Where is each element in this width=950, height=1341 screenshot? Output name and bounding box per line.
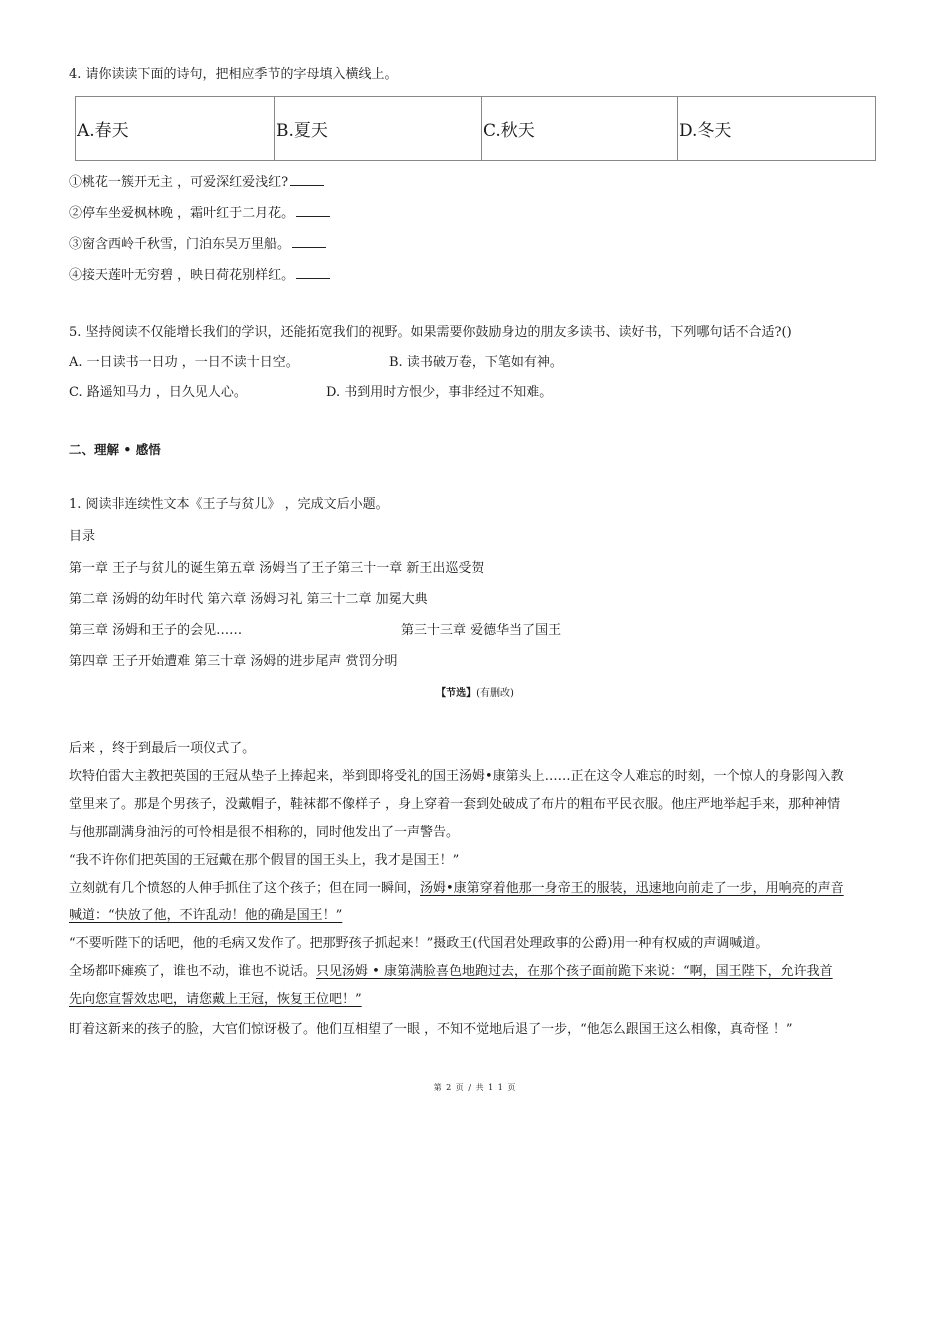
passage-p3: “我不许你们把英国的王冠戴在那个假冒的国王头上，我才是国王！” (69, 853, 460, 868)
section-title: 二、理解 • 感悟 (69, 442, 161, 457)
poem-line-2 (69, 204, 330, 223)
poem-line-1 (69, 173, 324, 192)
season-options-table (75, 96, 876, 161)
poem-line-4 (69, 266, 330, 285)
q4-prompt: 4. 请你读读下面的诗句，把相应季节的字母填入横线上。 (69, 67, 398, 82)
q5-option-d: D. 书到用时方恨少，事非经过不知难。 (326, 385, 553, 400)
poem-line-2-text: ②停车坐爱枫林晚 ，霜叶红于二月花。 (69, 206, 295, 221)
option-c: C.秋天 (482, 97, 678, 161)
q5-option-a: A. 一日读书一日功 ，一日不读十日空。 (69, 355, 299, 370)
toc-row-4: 第四章 王子开始遭难 第三十章 汤姆的进步尾声 赏罚分明 (69, 654, 398, 669)
page-footer: 第 2 页 / 共 1 1 页 (433, 1083, 517, 1092)
option-d: D.冬天 (678, 97, 876, 161)
passage-p6-line1 (69, 963, 833, 981)
q5-prompt: 5. 坚持阅读不仅能增长我们的学识，还能拓宽我们的视野。如果需要你鼓励身边的朋友多读书、读好书，下列哪句话不合适?() (69, 325, 792, 340)
poem-line-4-text: ④接天莲叶无穷碧 ，映日荷花别样红。 (69, 268, 295, 283)
passage-p4-plain: 立刻就有几个愤怒的人伸手抓住了这个孩子；但在同一瞬间， (69, 881, 421, 896)
toc-title: 目录 (69, 529, 96, 544)
answer-blank-4[interactable] (296, 266, 330, 279)
poem-line-1-text: ①桃花一簇开无主 ，可爱深红爱浅红? (69, 175, 289, 190)
q5-option-c: C. 路遥知马力 ，日久见人心。 (69, 385, 247, 400)
toc-row-3: 第三章 汤姆和王子的会见…… (69, 623, 243, 638)
passage-p2-line2: 堂里来了。那是个男孩子，没戴帽子，鞋袜都不像样子 ，身上穿着一套到处破成了布片的粗布平民衣服。他庄严地举起手来，那种神情 (69, 797, 841, 812)
passage-p4-line1 (69, 880, 844, 898)
excerpt-note: (有删改) (476, 688, 514, 699)
passage-p4-underlined: 汤姆•康第穿着他那一身帝王的服装，迅速地向前走了一步，用响亮的声音 (420, 881, 844, 896)
option-a: A.春天 (76, 97, 275, 161)
option-b: B.夏天 (275, 97, 482, 161)
poem-line-3 (69, 235, 326, 254)
passage-p2-line3: 与他那副满身油污的可怜相是很不相称的，同时他发出了一声警告。 (69, 825, 460, 840)
excerpt-label-text: 【节选】 (436, 688, 477, 699)
excerpt-label (0, 684, 950, 703)
passage-p5: “不要听陛下的话吧，他的毛病又发作了。把那野孩子抓起来！”摄政王(代国君处理政事的公爵)用一种有权威的声调喊道。 (69, 936, 769, 951)
q5-option-b: B. 读书破万卷，下笔如有神。 (389, 355, 563, 370)
passage-p2-line1: 坎特伯雷大主教把英国的王冠从垫子上捧起来，举到即将受礼的国王汤姆•康第头上……正在这令人难忘的时刻，一个惊人的身影闯入教 (69, 769, 844, 784)
answer-blank-1[interactable] (290, 173, 324, 186)
toc-row-3-right: 第三十三章 爱德华当了国王 (401, 623, 562, 638)
passage-p4-line2: 喊道：“快放了他，不许乱动！他的确是国王！” (69, 908, 343, 923)
poem-line-3-text: ③窗含西岭千秋雪，门泊东吴万里船。 (69, 237, 291, 252)
passage-p6-underlined: 只见汤姆 • 康第满脸喜色地跑过去，在那个孩子面前跪下来说：“啊，国王陛下，允许我首 (316, 964, 833, 979)
passage-p1: 后来 ，终于到最后一项仪式了。 (69, 741, 256, 756)
passage-p6-line2: 先向您宣誓效忠吧，请您戴上王冠，恢复王位吧！” (69, 992, 362, 1007)
answer-blank-2[interactable] (296, 204, 330, 217)
passage-p6-plain: 全场都吓瘫痪了，谁也不动，谁也不说话。 (69, 964, 317, 979)
toc-row-2: 第二章 汤姆的幼年时代 第六章 汤姆习礼 第三十二章 加冕大典 (69, 592, 428, 607)
passage-p7: 盯着这新来的孩子的脸，大官们惊讶极了。他们互相望了一眼 ，不知不觉地后退了一步，“他怎么跟国王这么相像，真奇怪 ！” (69, 1022, 793, 1037)
section2-q1-prompt: 1. 阅读非连续性文本《王子与贫儿》 ，完成文后小题。 (69, 497, 389, 512)
toc-row-1: 第一章 王子与贫儿的诞生第五章 汤姆当了王子第三十一章 新王出巡受贺 (69, 561, 485, 576)
answer-blank-3[interactable] (292, 235, 326, 248)
